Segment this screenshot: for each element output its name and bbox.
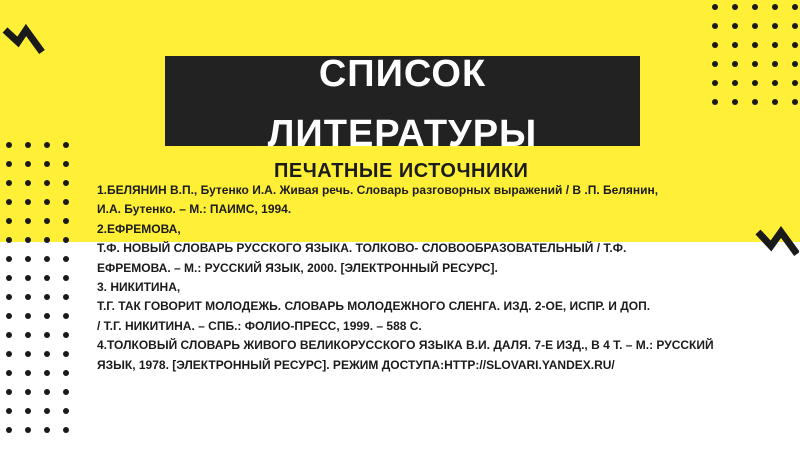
decor-dot xyxy=(772,4,778,10)
decor-dot xyxy=(44,218,50,224)
decor-dot xyxy=(63,275,69,281)
decor-dot xyxy=(25,275,31,281)
decor-dot xyxy=(44,332,50,338)
decor-dot xyxy=(6,427,12,433)
decor-dot xyxy=(752,4,758,10)
reference-line: И.А. Бутенко. – М.: ПАИМС, 1994. xyxy=(97,202,292,217)
decor-dot xyxy=(44,256,50,262)
decor-dot xyxy=(63,256,69,262)
decor-dot xyxy=(792,4,798,10)
zigzag-right-icon xyxy=(755,222,799,262)
decor-dot xyxy=(44,427,50,433)
title-line-1: СПИСОК xyxy=(318,53,487,95)
decor-dot xyxy=(63,294,69,300)
reference-line: 4.ТОЛКОВЫЙ СЛОВАРЬ ЖИВОГО ВЕЛИКОРУССКОГО ЯЗЫКА В.И. ДАЛЯ. 7-Е ИЗД., В 4 Т. – М.: РУССКИЙ xyxy=(97,338,714,353)
decor-dot xyxy=(63,389,69,395)
decor-dot xyxy=(772,42,778,48)
decor-dot xyxy=(63,332,69,338)
decor-dot xyxy=(25,427,31,433)
decor-dot xyxy=(25,142,31,148)
decor-dot xyxy=(44,180,50,186)
decor-dot xyxy=(752,99,758,105)
decor-dot xyxy=(25,237,31,243)
decor-dot xyxy=(712,23,718,29)
decor-dot xyxy=(752,42,758,48)
decor-dot xyxy=(772,23,778,29)
reference-line: 3. НИКИТИНА, xyxy=(97,280,181,295)
decor-dot xyxy=(732,23,738,29)
decor-dot xyxy=(25,161,31,167)
decor-dot xyxy=(792,80,798,86)
decor-dot xyxy=(752,80,758,86)
decor-dot xyxy=(63,199,69,205)
decor-dot xyxy=(25,199,31,205)
decor-dot xyxy=(6,332,12,338)
decor-dot xyxy=(63,161,69,167)
decor-dot xyxy=(6,142,12,148)
decor-dot xyxy=(752,23,758,29)
decor-dot xyxy=(44,275,50,281)
decor-dot xyxy=(25,313,31,319)
slide-title xyxy=(165,44,640,164)
decor-dot xyxy=(712,80,718,86)
decor-dot xyxy=(25,389,31,395)
decor-dot xyxy=(772,61,778,67)
dot-grid-bottom-left xyxy=(6,142,69,433)
decor-dot xyxy=(25,294,31,300)
decor-dot xyxy=(6,199,12,205)
zigzag-left-icon xyxy=(2,22,46,58)
decor-dot xyxy=(792,23,798,29)
decor-dot xyxy=(712,99,718,105)
decor-dot xyxy=(6,389,12,395)
decor-dot xyxy=(792,99,798,105)
decor-dot xyxy=(732,80,738,86)
reference-line: ЯЗЫК, 1978. [ЭЛЕКТРОННЫЙ РЕСУРС]. РЕЖИМ ДОСТУПА:HTTP://SLOVARI.YANDEX.RU/ xyxy=(97,357,615,372)
decor-dot xyxy=(44,294,50,300)
decor-dot xyxy=(752,61,758,67)
reference-line: 1.БЕЛЯНИН В.П., Бутенко И.А. Живая речь. Словарь разговорных выражений / В .П. Белянин, xyxy=(97,183,659,197)
dot-grid-top-right xyxy=(712,4,798,105)
decor-dot xyxy=(44,351,50,357)
decor-dot xyxy=(6,256,12,262)
decor-dot xyxy=(25,180,31,186)
slide-subtitle: ПЕЧАТНЫЕ ИСТОЧНИКИ xyxy=(274,160,529,182)
decor-dot xyxy=(6,294,12,300)
decor-dot xyxy=(732,42,738,48)
decor-dot xyxy=(44,142,50,148)
decor-dot xyxy=(63,313,69,319)
decor-dot xyxy=(6,313,12,319)
decor-dot xyxy=(63,370,69,376)
reference-line: ЕФРЕМОВА. – М.: РУССКИЙ ЯЗЫК, 2000. [ЭЛЕКТРОННЫЙ РЕСУРС]. xyxy=(97,260,498,275)
reference-line: 2.ЕФРЕМОВА, xyxy=(97,221,181,236)
decor-dot xyxy=(772,80,778,86)
reference-line: Т.Ф. НОВЫЙ СЛОВАРЬ РУССКОГО ЯЗЫКА. ТОЛКОВО- СЛОВООБРАЗОВАТЕЛЬНЫЙ / Т.Ф. xyxy=(97,241,627,256)
decor-dot xyxy=(63,427,69,433)
decor-dot xyxy=(25,332,31,338)
decor-dot xyxy=(6,237,12,243)
decor-dot xyxy=(25,351,31,357)
decor-dot xyxy=(732,4,738,10)
decor-dot xyxy=(25,256,31,262)
reference-line: / Т.Г. НИКИТИНА. – СПБ.: ФОЛИО-ПРЕСС, 1999. – 588 С. xyxy=(97,318,422,333)
decor-dot xyxy=(712,4,718,10)
decor-dot xyxy=(712,61,718,67)
title-line-2: ЛИТЕРАТУРЫ xyxy=(267,113,538,155)
decor-dot xyxy=(792,61,798,67)
decor-dot xyxy=(63,408,69,414)
decor-dot xyxy=(6,161,12,167)
decor-dot xyxy=(44,237,50,243)
decor-dot xyxy=(25,218,31,224)
decor-dot xyxy=(792,42,798,48)
decor-dot xyxy=(732,99,738,105)
decor-dot xyxy=(44,313,50,319)
decor-dot xyxy=(63,218,69,224)
decor-dot xyxy=(44,199,50,205)
decor-dot xyxy=(25,370,31,376)
reference-line: Т.Г. ТАК ГОВОРИТ МОЛОДЕЖЬ. СЛОВАРЬ МОЛОДЕЖНОГО СЛЕНГА. ИЗД. 2-ОЕ, ИСПР. И ДОП. xyxy=(97,299,651,314)
decor-dot xyxy=(732,61,738,67)
decor-dot xyxy=(44,408,50,414)
decor-dot xyxy=(44,370,50,376)
decor-dot xyxy=(63,351,69,357)
decor-dot xyxy=(44,389,50,395)
decor-dot xyxy=(6,351,12,357)
decor-dot xyxy=(44,161,50,167)
decor-dot xyxy=(6,275,12,281)
decor-dot xyxy=(6,218,12,224)
decor-dot xyxy=(712,42,718,48)
decor-dot xyxy=(6,408,12,414)
decor-dot xyxy=(63,142,69,148)
decor-dot xyxy=(772,99,778,105)
decor-dot xyxy=(6,370,12,376)
decor-dot xyxy=(6,180,12,186)
decor-dot xyxy=(63,237,69,243)
reference-list xyxy=(97,181,747,375)
decor-dot xyxy=(25,408,31,414)
decor-dot xyxy=(63,180,69,186)
